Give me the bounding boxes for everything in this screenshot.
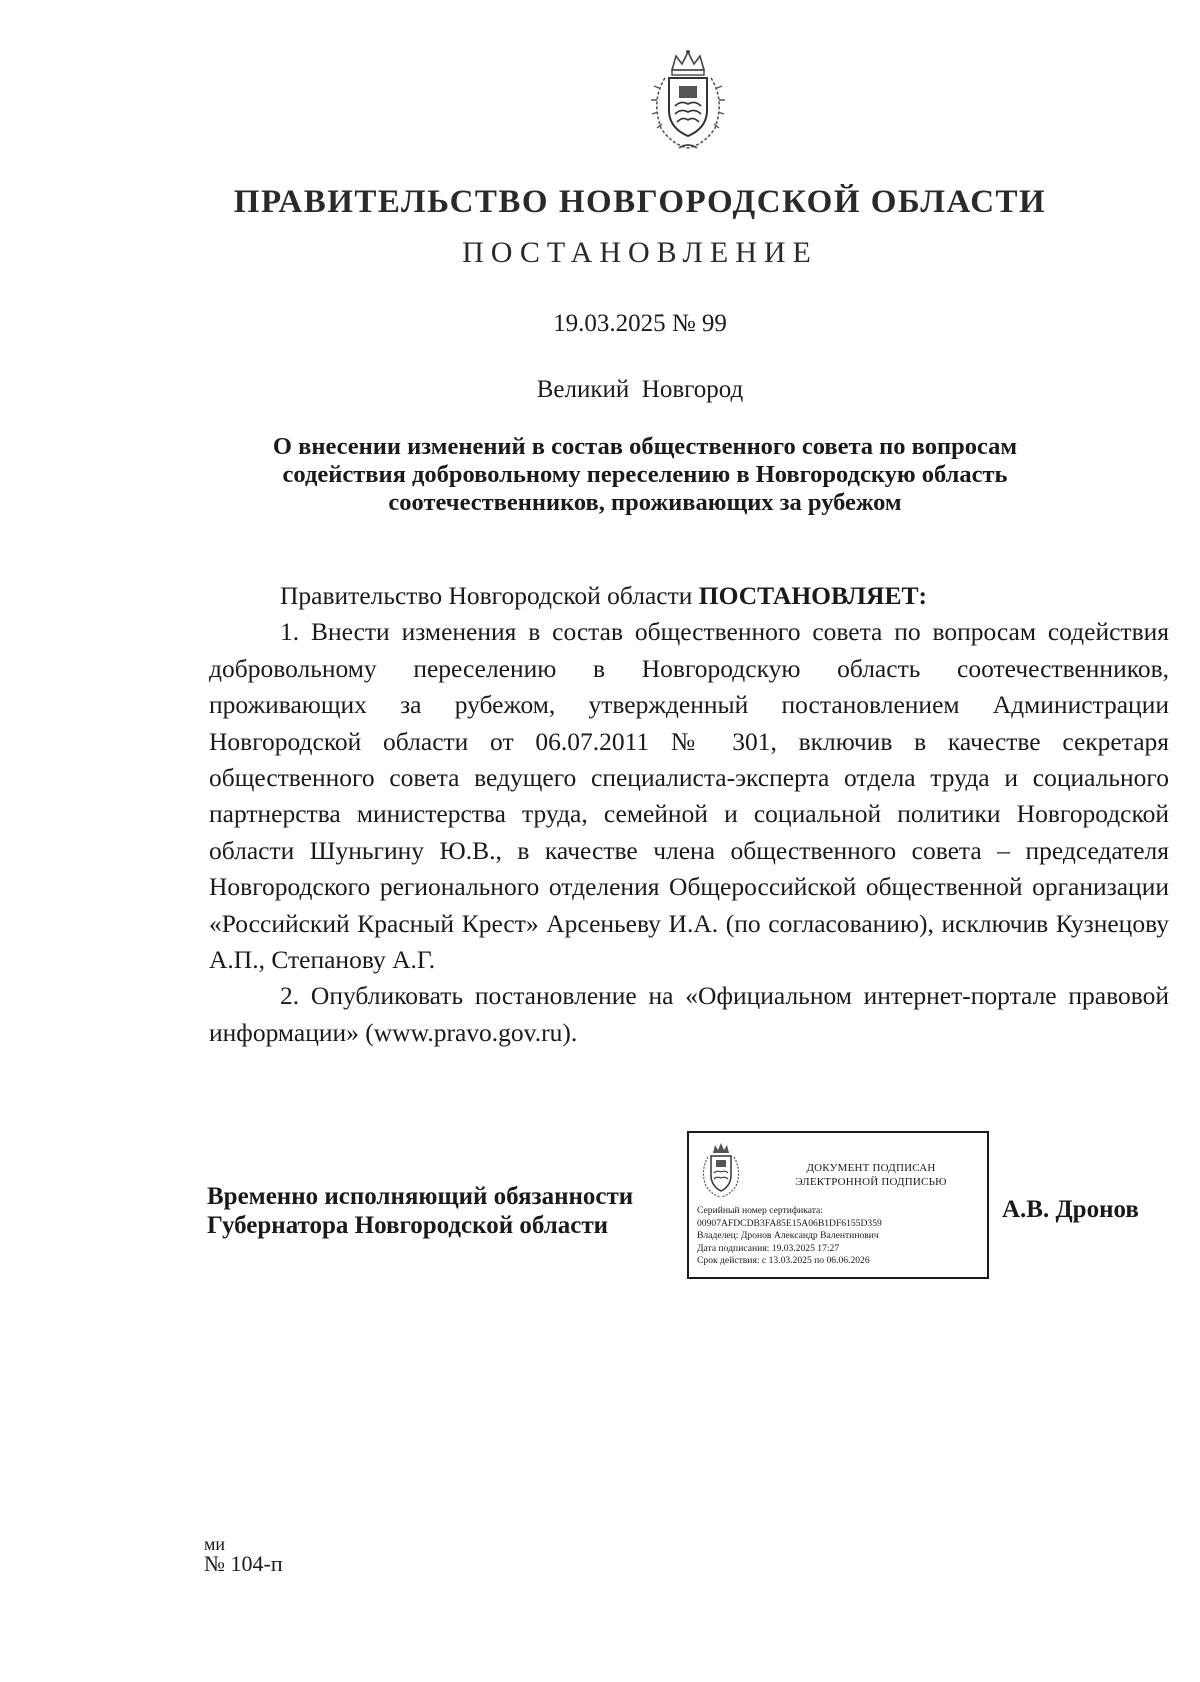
document-body [209,578,1169,1051]
resolution-intro [209,578,1169,614]
document-subject [230,433,1060,517]
signer-position-line: Временно исполняющий обязанности [207,1183,634,1210]
intro-resolves: ПОСТАНОВЛЯЕТ: [698,581,927,610]
footer-code [204,1535,283,1575]
footer-initials: ми [204,1534,226,1554]
subject-line: содействия добровольному переселению в Новгородскую область [282,461,1008,488]
document-date-number: 19.03.2025 № 99 [553,310,727,337]
certificate-validity: Срок действия: с 13.03.2025 по 06.06.2026 [697,1255,870,1267]
document-city: Великий Новгород [536,376,744,403]
stamp-header-line: ЭЛЕКТРОННОЙ ПОДПИСЬЮ [795,1176,947,1188]
certificate-serial-value: 00907AFDCDB3FA85E15A06B1DF6155D359 [697,1217,882,1229]
stamp-header [759,1161,983,1189]
signer-position [207,1182,687,1240]
electronic-signature-stamp [687,1131,989,1279]
organization-title: ПРАВИТЕЛЬСТВО НОВГОРОДСКОЙ ОБЛАСТИ [233,184,1047,220]
stamp-header-line: ДОКУМЕНТ ПОДПИСАН [806,1162,936,1174]
document-type: ПОСТАНОВЛЕНИЕ [462,236,818,269]
certificate-serial-label: Серийный номер сертификата: [697,1205,823,1216]
resolution-item-2: 2. Опубликовать постановление на «Официальном интернет-портале правовой информации» (www.pravo.gov.ru). [209,981,1169,1047]
novgorod-coat-of-arms-icon [697,1141,745,1199]
signer-position-line: Губернатора Новгородской области [207,1212,609,1239]
intro-text: Правительство Новгородской области [280,581,699,610]
novgorod-coat-of-arms-icon [645,48,731,152]
signer-name: А.В. Дронов [1002,1196,1139,1223]
resolution-item-1: 1. Внести изменения в состав общественного совета по вопросам содействия добровольному переселению в Новгородскую область соотечественников, проживающих за рубежом, утвержденный постановлением Администрации Новгородской области от 06.07.2011 № 301, включив в качестве секретаря общественного совета ведущего специалиста-эксперта отдела труда и социального партнерства министерства труда, семейной и социальной политики Новгородской области Шуньгину Ю.В., в качестве члена общественного совета – председателя Новгородского регионального отделения Общероссийской общественной организации «Российский Красный Крест» Арсеньеву И.А. (по согласованию), исключив Кузнецову А.П., Степанову А.Г. [209,617,1169,975]
stamp-details [697,1205,987,1268]
certificate-owner: Владелец: Дронов Александр Валентинович [697,1230,879,1242]
subject-line: соотечественников, проживающих за рубежом [388,489,902,516]
signing-date: Дата подписания: 19.03.2025 17:27 [697,1242,840,1254]
subject-line: О внесении изменений в состав общественного совета по вопросам [272,433,1018,460]
footer-doc-code: № 104-п [204,1551,283,1576]
